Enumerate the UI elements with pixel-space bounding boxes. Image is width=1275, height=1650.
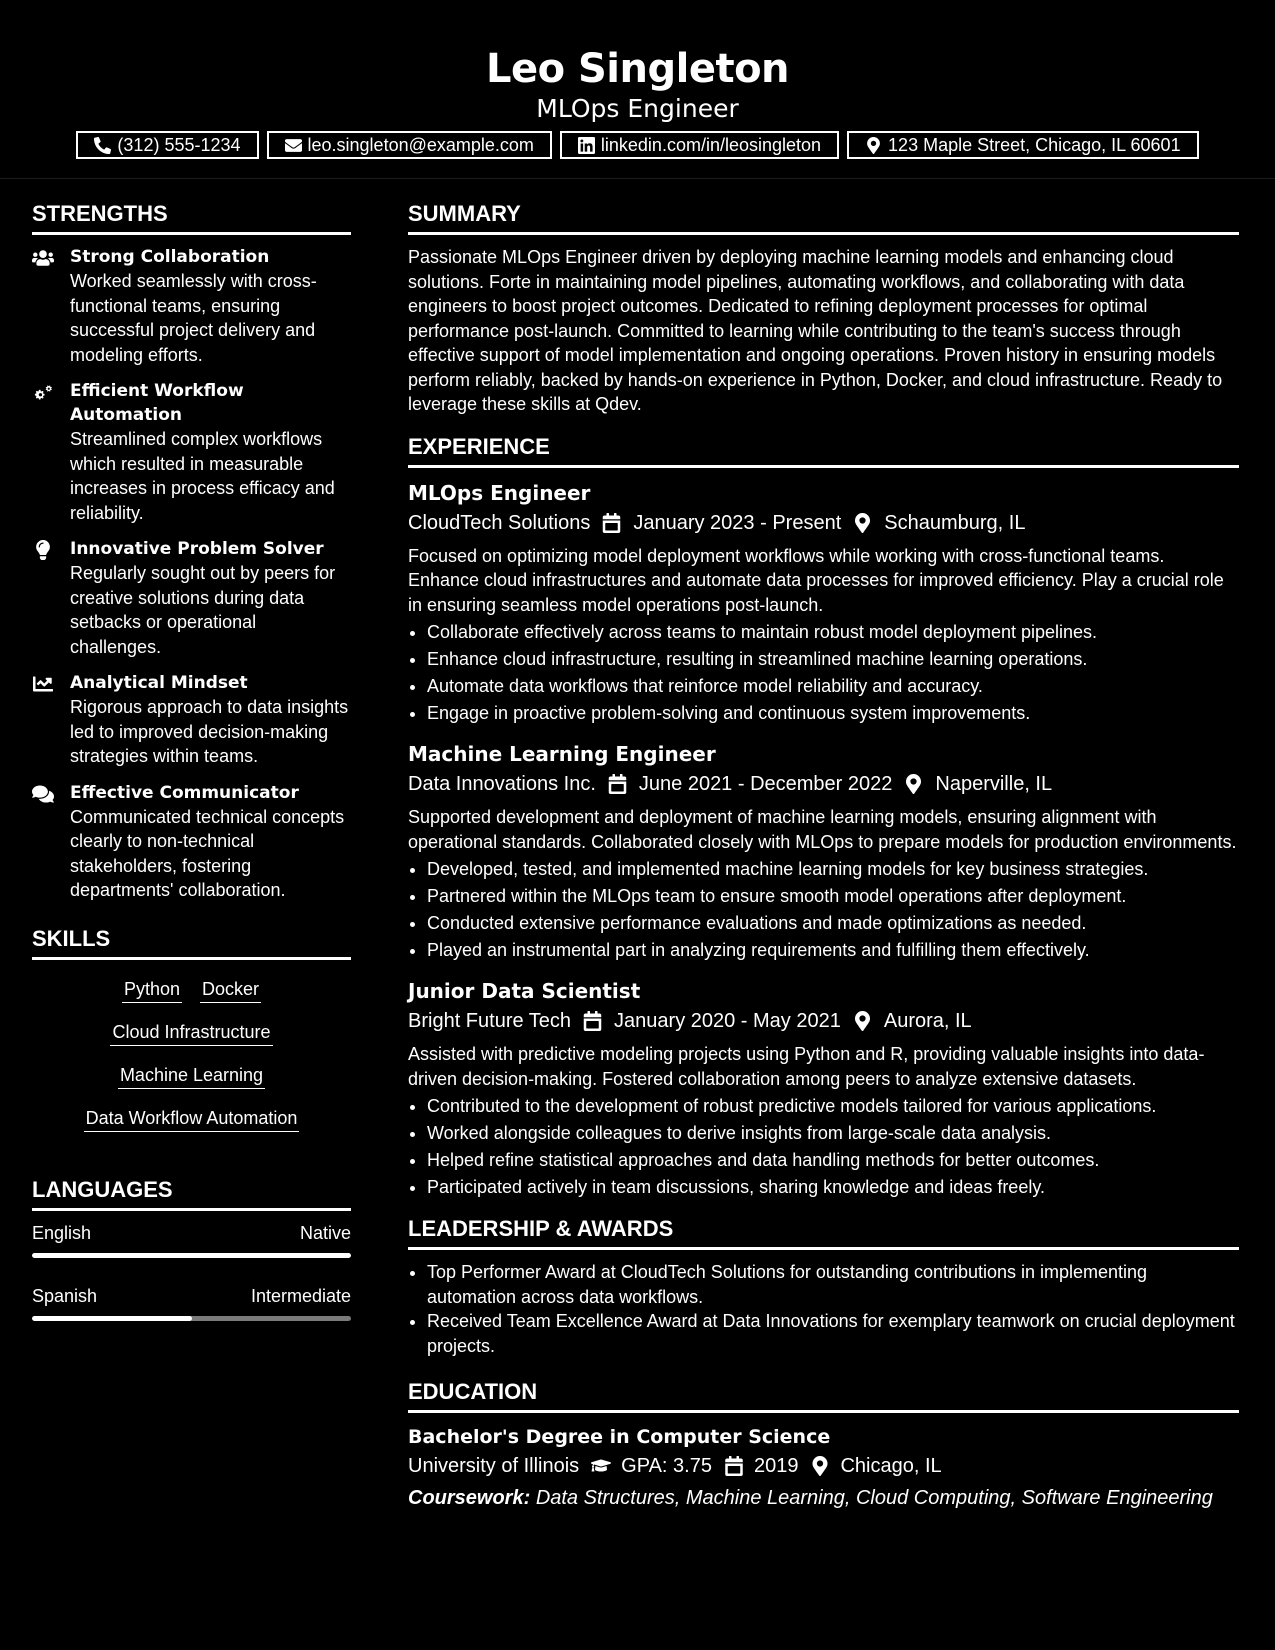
- job-title: Junior Data Scientist: [408, 979, 641, 1003]
- job-dates: January 2023 - Present: [633, 511, 842, 534]
- contact-linkedin[interactable]: [560, 131, 839, 159]
- job-bullet: • Engage in proactive problem-solving and continuous system improvements.: [427, 700, 1239, 727]
- job-bullet: • Contributed to the development of robust predictive models tailored for various applications.: [427, 1093, 1239, 1120]
- language-item: [32, 1221, 351, 1258]
- language-level: Intermediate: [250, 1285, 351, 1306]
- job-bullet: • Worked alongside colleagues to derive insights from large-scale data analysis.: [427, 1120, 1239, 1147]
- degree-title: Bachelor's Degree in Computer Science: [408, 1426, 831, 1448]
- strengths-heading: STRENGTHS: [32, 198, 351, 235]
- graduation-year: 2019: [753, 1455, 799, 1477]
- strength-title: Analytical Mindset: [70, 673, 248, 693]
- proficiency-bar: [32, 1253, 351, 1258]
- envelope-icon: [285, 137, 302, 154]
- contact-email-text: leo.singleton@example.com: [307, 134, 534, 155]
- skill-tag: Cloud Infrastructure: [110, 1019, 272, 1046]
- strength-item: [32, 537, 351, 659]
- strength-desc: Worked seamlessly with cross-functional teams, ensuring successful project delivery and modeling efforts.: [70, 271, 317, 365]
- strength-title: Efficient Workflow Automation: [70, 381, 244, 425]
- skills-list: [32, 970, 351, 1132]
- strength-title: Effective Communicator: [70, 782, 299, 803]
- gpa: GPA: 3.75: [621, 1455, 712, 1477]
- cogs-icon: [32, 382, 54, 402]
- map-marker-icon: [853, 1011, 872, 1031]
- calendar-icon: [583, 1011, 602, 1031]
- comments-icon: [32, 784, 54, 804]
- strength-item: [32, 671, 351, 769]
- job-location: Schaumburg, IL: [884, 511, 1026, 534]
- strength-desc: Communicated technical concepts clearly to non-technical stakeholders, fostering departments' collaboration.: [70, 806, 345, 900]
- linkedin-icon: [578, 137, 595, 154]
- job-description: Supported development and deployment of machine learning models, ensuring alignment with operational standards. Collaborated closely with MLOps to prepare models for production environments.: [408, 807, 1237, 852]
- job-bullet: • Helped refine statistical approaches and data handling methods for better outcomes.: [427, 1147, 1239, 1174]
- candidate-name: Leo Singleton: [485, 46, 790, 92]
- skill-tag: Machine Learning: [118, 1062, 265, 1089]
- contact-email[interactable]: [267, 131, 552, 159]
- job-bullet: • Conducted extensive performance evaluations and made optimizations as needed.: [427, 910, 1239, 937]
- experience-heading: EXPERIENCE: [408, 431, 1239, 468]
- map-marker-icon: [853, 513, 872, 533]
- job-company: CloudTech Solutions: [408, 511, 591, 534]
- job-location: Naperville, IL: [935, 773, 1053, 795]
- job-description: Focused on optimizing model deployment workflows while working with cross-functional teams. Enhance cloud infrastructures and automate data processes for improved efficiency. Play a crucial role in ensuring seamless model operations post-launch.: [408, 545, 1224, 615]
- job-bullet: • Enhance cloud infrastructure, resulting in streamlined machine learning operations.: [427, 646, 1239, 673]
- job-bullet: • Developed, tested, and implemented machine learning models for key business strategies.: [427, 856, 1239, 883]
- job-bullet: • Partnered within the MLOps team to ensure smooth model operations after deployment.: [427, 883, 1239, 910]
- job-bullet: • Automate data workflows that reinforce model reliability and accuracy.: [427, 673, 1239, 700]
- coursework: [408, 1483, 1239, 1513]
- lightbulb-icon: [32, 540, 54, 560]
- skill-tag: Python: [122, 976, 182, 1003]
- job-title: Machine Learning Engineer: [408, 742, 716, 766]
- language-name: Spanish: [32, 1285, 98, 1306]
- graduation-cap-icon: [591, 1456, 611, 1476]
- proficiency-bar: [32, 1316, 351, 1321]
- calendar-icon: [608, 774, 627, 794]
- strength-item: [32, 379, 351, 525]
- candidate-title: MLOps Engineer: [536, 94, 739, 123]
- job-location: Aurora, IL: [883, 1010, 972, 1032]
- summary-text: Passionate MLOps Engineer driven by deploying machine learning models and enhancing cloud solutions. Forte in maintaining model pipelines, automating workflows, and collaborating with data engineers to boost project outcomes. Dedicated to refining deployment processes for optimal performance post-launch. Committed to learning while contributing to the team's success through effective support of model implementation and ongoing operations. Proven history in ensuring models perform reliably, backed by hands-on experience in Python, Docker, and cloud infrastructure. Ready to leverage these skills at Qdev.: [408, 247, 1223, 414]
- contact-linkedin-text: linkedin.com/in/leosingleton: [600, 134, 822, 155]
- job-title: MLOps Engineer: [408, 480, 591, 505]
- contact-phone-text: (312) 555-1234: [117, 134, 241, 155]
- left-column: [32, 198, 351, 1347]
- calendar-icon: [724, 1456, 744, 1476]
- job-entry: [408, 739, 1239, 964]
- strength-title: Innovative Problem Solver: [70, 539, 324, 559]
- job-bullet: • Collaborate effectively across teams to maintain robust model deployment pipelines.: [427, 619, 1239, 646]
- skill-tag: Data Workflow Automation: [84, 1105, 300, 1132]
- map-marker-icon: [904, 774, 923, 794]
- contact-address[interactable]: [847, 131, 1199, 159]
- awards-heading: LEADERSHIP & AWARDS: [408, 1213, 1239, 1250]
- job-company: Bright Future Tech: [408, 1010, 572, 1032]
- contact-address-text: 123 Maple Street, Chicago, IL 60601: [888, 134, 1181, 155]
- contact-bar: [0, 131, 1275, 159]
- job-dates: June 2021 - December 2022: [638, 773, 893, 795]
- strength-desc: Regularly sought out by peers for creative solutions during data setbacks or operational challenges.: [70, 563, 336, 657]
- strength-desc: Streamlined complex workflows which resulted in measurable increases in process efficacy and reliability.: [70, 429, 335, 523]
- strength-desc: Rigorous approach to data insights led to improved decision-making strategies within teams.: [70, 697, 349, 766]
- job-bullet: • Played an instrumental part in analyzing requirements and fulfilling them effectively.: [427, 937, 1239, 964]
- job-description: Assisted with predictive modeling projects using Python and R, providing valuable insights into data-driven decision-making. Fostered collaboration among peers to analyze extensive datasets.: [408, 1044, 1205, 1089]
- contact-phone[interactable]: [76, 131, 258, 159]
- phone-icon: [94, 137, 111, 154]
- job-dates: January 2020 - May 2021: [614, 1010, 841, 1032]
- job-entry: [408, 478, 1239, 728]
- line-chart-icon: [32, 674, 54, 694]
- right-column: [408, 198, 1239, 1513]
- strength-item: [32, 781, 351, 903]
- coursework-list: Data Structures, Machine Learning, Cloud Computing, Software Engineering: [535, 1487, 1213, 1509]
- summary-heading: SUMMARY: [408, 198, 1239, 235]
- strength-item: [32, 245, 351, 367]
- job-entry: [408, 976, 1239, 1201]
- map-marker-icon: [810, 1456, 830, 1476]
- language-name: English: [32, 1222, 92, 1243]
- skills-heading: SKILLS: [32, 923, 351, 960]
- award-item: • Received Team Excellence Award at Data Innovations for exemplary teamwork on crucial deployment projects.: [427, 1309, 1239, 1358]
- job-company: Data Innovations Inc.: [408, 773, 596, 795]
- coursework-label: Coursework:: [408, 1487, 531, 1509]
- calendar-icon: [602, 513, 621, 533]
- resume-header: [0, 0, 1275, 179]
- languages-heading: LANGUAGES: [32, 1174, 351, 1211]
- school-name: University of Illinois: [408, 1455, 580, 1477]
- awards-list: [408, 1260, 1239, 1358]
- school-location: Chicago, IL: [840, 1455, 942, 1477]
- job-bullet: • Participated actively in team discussions, sharing knowledge and ideas freely.: [427, 1174, 1239, 1201]
- job-bullets: [408, 619, 1239, 727]
- education-heading: EDUCATION: [408, 1376, 1239, 1413]
- language-item: [32, 1284, 351, 1321]
- job-bullets: [408, 1093, 1239, 1201]
- users-icon: [32, 248, 54, 268]
- award-item: • Top Performer Award at CloudTech Solutions for outstanding contributions in implementing automation across data workflows.: [427, 1260, 1239, 1309]
- language-level: Native: [299, 1222, 351, 1243]
- proficiency-fill: [32, 1316, 192, 1321]
- skill-tag: Docker: [200, 976, 261, 1003]
- strength-title: Strong Collaboration: [70, 247, 270, 267]
- map-marker-icon: [865, 137, 882, 154]
- job-bullets: [408, 856, 1239, 964]
- proficiency-fill: [32, 1253, 351, 1258]
